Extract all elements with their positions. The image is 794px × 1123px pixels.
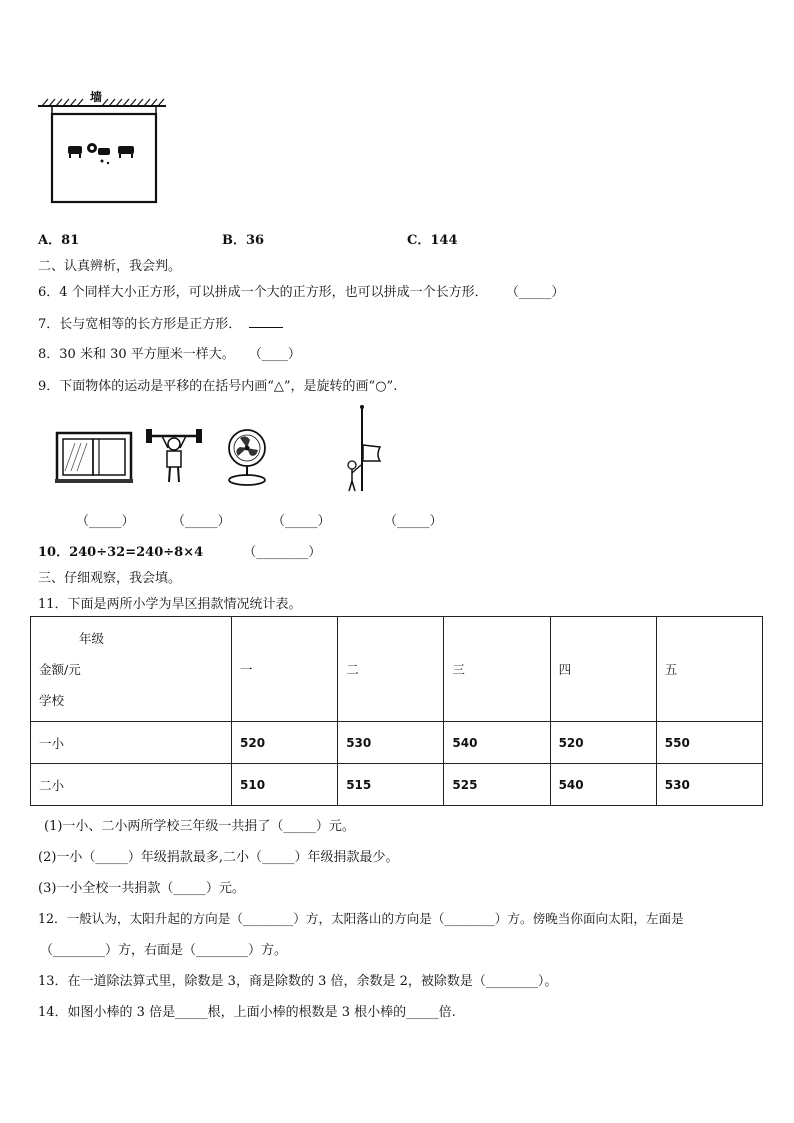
table-row-school: 一小 xyxy=(31,722,232,764)
flag-raising-icon xyxy=(340,403,382,493)
question-8-text: 8．30 米和 30 平方厘米一样大。 xyxy=(38,347,235,362)
table-col-header: 四 xyxy=(550,617,656,722)
question-9-answer-4[interactable]: （_____） xyxy=(384,514,443,529)
question-11-sub-2: (2)一小（_____）年级捐款最多,二小（_____）年级捐款最少。 xyxy=(38,850,399,865)
table-cell: 530 xyxy=(656,764,762,806)
question-9-answer-3[interactable]: （_____） xyxy=(272,514,331,529)
donation-table xyxy=(30,616,763,806)
question-10-text: 10．240÷32=240÷8×4 xyxy=(38,545,204,560)
question-11-sub-1: (1)一小、二小两所学校三年级一共捐了（_____）元。 xyxy=(44,819,355,834)
question-6-text: 6．4 个同样大小正方形，可以拼成一个大的正方形，也可以拼成一个长方形． xyxy=(38,285,488,300)
option-c: C．144 xyxy=(407,233,458,248)
table-col-header: 三 xyxy=(444,617,550,722)
question-10 xyxy=(38,541,321,560)
question-7-text: 7．长与宽相等的长方形是正方形． xyxy=(38,317,242,332)
header-school: 学校 xyxy=(39,692,65,708)
wall-picture-figure xyxy=(36,88,168,208)
table-row xyxy=(31,764,763,806)
table-row-school: 二小 xyxy=(31,764,232,806)
electric-fan-icon xyxy=(224,428,270,486)
table-cell: 525 xyxy=(444,764,550,806)
question-8-answer[interactable]: （____） xyxy=(248,347,301,362)
question-6-answer[interactable]: （_____） xyxy=(505,285,565,300)
table-corner-header xyxy=(31,617,232,722)
question-11-sub-3: (3)一小全校一共捐款（_____）元。 xyxy=(38,881,245,896)
weightlifter-icon xyxy=(144,426,204,486)
table-cell: 540 xyxy=(550,764,656,806)
picture-frame-icon xyxy=(36,88,168,208)
question-7 xyxy=(38,313,283,332)
section-2-title: 二、认真辨析，我会判。 xyxy=(38,259,182,274)
table-row xyxy=(31,722,763,764)
question-9-answer-1[interactable]: （_____） xyxy=(76,514,135,529)
question-13: 13．在一道除法算式里，除数是 3，商是除数的 3 倍，余数是 2，被除数是（________）。 xyxy=(38,974,558,989)
table-col-header: 二 xyxy=(338,617,444,722)
question-10-answer[interactable]: （________） xyxy=(243,545,322,560)
table-cell: 515 xyxy=(338,764,444,806)
section-3-title: 三、仔细观察，我会填。 xyxy=(38,571,182,586)
table-cell: 510 xyxy=(232,764,338,806)
question-9: 9．下面物体的运动是平移的在括号内画“△”，是旋转的画“○”. xyxy=(38,379,398,394)
table-cell: 520 xyxy=(550,722,656,764)
table-cell: 540 xyxy=(444,722,550,764)
option-a: A．81 xyxy=(38,233,80,248)
question-6 xyxy=(38,281,564,300)
question-8 xyxy=(38,343,301,362)
table-cell: 550 xyxy=(656,722,762,764)
question-7-blank[interactable] xyxy=(249,327,283,328)
option-b: B．36 xyxy=(222,233,265,248)
header-grade: 年级 xyxy=(79,630,105,646)
question-11: 11．下面是两所小学为旱区捐款情况统计表。 xyxy=(38,597,302,612)
table-col-header: 一 xyxy=(232,617,338,722)
question-14: 14．如图小棒的 3 倍是_____根，上面小棒的根数是 3 根小棒的_____倍. xyxy=(38,1005,456,1020)
table-col-header: 五 xyxy=(656,617,762,722)
table-cell: 530 xyxy=(338,722,444,764)
question-12-line-2: （________）方，右面是（________）方。 xyxy=(40,943,288,958)
table-cell: 520 xyxy=(232,722,338,764)
header-amount: 金额/元 xyxy=(39,661,81,677)
question-12-line-1: 12．一般认为，太阳升起的方向是（________）方，太阳落山的方向是（________）方。傍晚当你面向太阳，左面是 xyxy=(38,911,684,926)
window-icon xyxy=(55,431,135,485)
question-9-answer-2[interactable]: （_____） xyxy=(172,514,231,529)
wall-label: 墙 xyxy=(90,90,103,104)
